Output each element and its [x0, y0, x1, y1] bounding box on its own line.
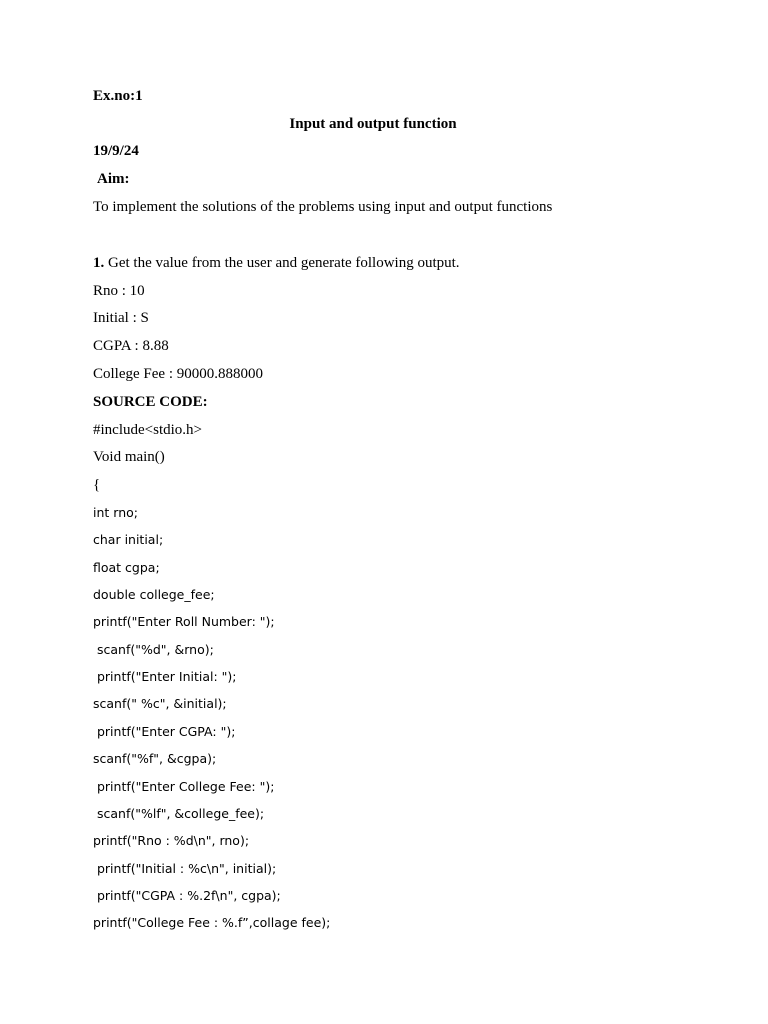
code-header-line: {: [93, 477, 101, 493]
code-line: scanf("%f", &cgpa);: [93, 751, 217, 766]
output-line: Initial : S: [93, 310, 149, 326]
aim-text: To implement the solutions of the problems using input and output functions: [93, 199, 553, 215]
code-line: printf("CGPA : %.2f\n", cgpa);: [93, 888, 281, 903]
code-line: float cgpa;: [93, 560, 160, 575]
code-line: printf("Enter College Fee: ");: [93, 779, 275, 794]
question-text: Get the value from the user and generate following output.: [104, 255, 460, 271]
code-line: double college_fee;: [93, 587, 215, 602]
question-1: [93, 253, 460, 273]
aim-label: Aim:: [97, 171, 130, 187]
code-line: int rno;: [93, 505, 138, 520]
code-line: printf("Rno : %d\n", rno);: [93, 833, 250, 848]
output-line: Rno : 10: [93, 283, 145, 299]
code-header-line: Void main(): [93, 449, 165, 465]
exercise-date: 19/9/24: [93, 143, 139, 159]
code-line: printf("Enter CGPA: ");: [93, 724, 236, 739]
exercise-number: Ex.no:1: [93, 88, 143, 104]
source-code-label: SOURCE CODE:: [93, 394, 208, 410]
question-number: 1.: [93, 255, 105, 271]
code-line: printf("College Fee : %.f”,collage fee);: [93, 915, 331, 930]
code-header-line: #include<stdio.h>: [93, 422, 202, 438]
code-line: scanf("%lf", &college_fee);: [93, 806, 265, 821]
code-line: scanf("%d", &rno);: [93, 642, 214, 657]
code-line: char initial;: [93, 532, 164, 547]
code-line: printf("Enter Initial: ");: [93, 669, 237, 684]
page-title: Input and output function: [289, 116, 457, 132]
code-line: printf("Enter Roll Number: ");: [93, 614, 275, 629]
output-line: CGPA : 8.88: [93, 338, 169, 354]
code-line: printf("Initial : %c\n", initial);: [93, 861, 277, 876]
output-line: College Fee : 90000.888000: [93, 366, 263, 382]
code-line: scanf(" %c", &initial);: [93, 696, 227, 711]
